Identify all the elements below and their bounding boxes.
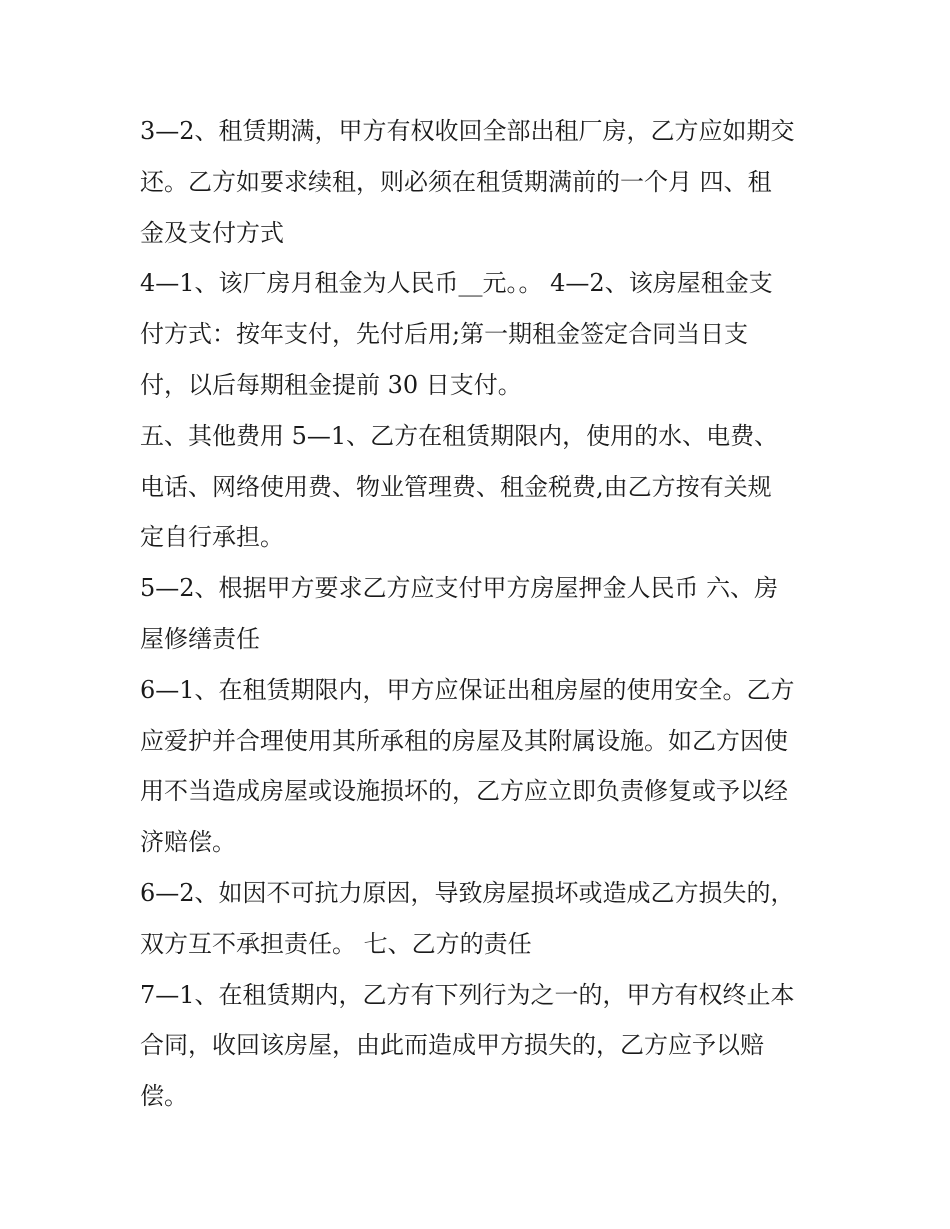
paragraph-4-1: 4—1、该厂房月租金为人民币__元。。 4—2、该房屋租金支 付方式：按年支付，先付后用;第一期租金签定合同当日支 付，以后每期租金提前 30 日支付。	[140, 269, 773, 399]
paragraph-5-2: 5—2、根据甲方要求乙方应支付甲方房屋押金人民币 六、房 屋修缮责任	[140, 574, 779, 653]
paragraph-6-2: 6—2、如因不可抗力原因，导致房屋损坏或造成乙方损失的， 双方互不承担责任。 七、乙方的责任	[140, 878, 795, 958]
document-body	[140, 106, 820, 1122]
paragraph-3-2: 3—2、租赁期满，甲方有权收回全部出租厂房，乙方应如期交 还。乙方如要求续租，则必须在租赁期满前的一个月 四、租 金及支付方式	[140, 117, 795, 247]
paragraph-6-1: 6—1、在租赁期限内，甲方应保证出租房屋的使用安全。乙方 应爱护并合理使用其所承租的房屋及其附属设施。如乙方因使 用不当造成房屋或设施损坏的，乙方应立即负责修复或予以经 济赔偿。	[140, 675, 795, 857]
paragraph-7-1: 7—1、在租赁期内，乙方有下列行为之一的，甲方有权终止本 合同，收回该房屋，由此而造成甲方损失的，乙方应予以赔 偿。	[140, 980, 795, 1111]
paragraph-5-1: 五、其他费用 5—1、乙方在租赁期限内，使用的水、电费、 电话、网络使用费、物业管理费、租金税费,由乙方按有关规 定自行承担。	[140, 421, 779, 552]
